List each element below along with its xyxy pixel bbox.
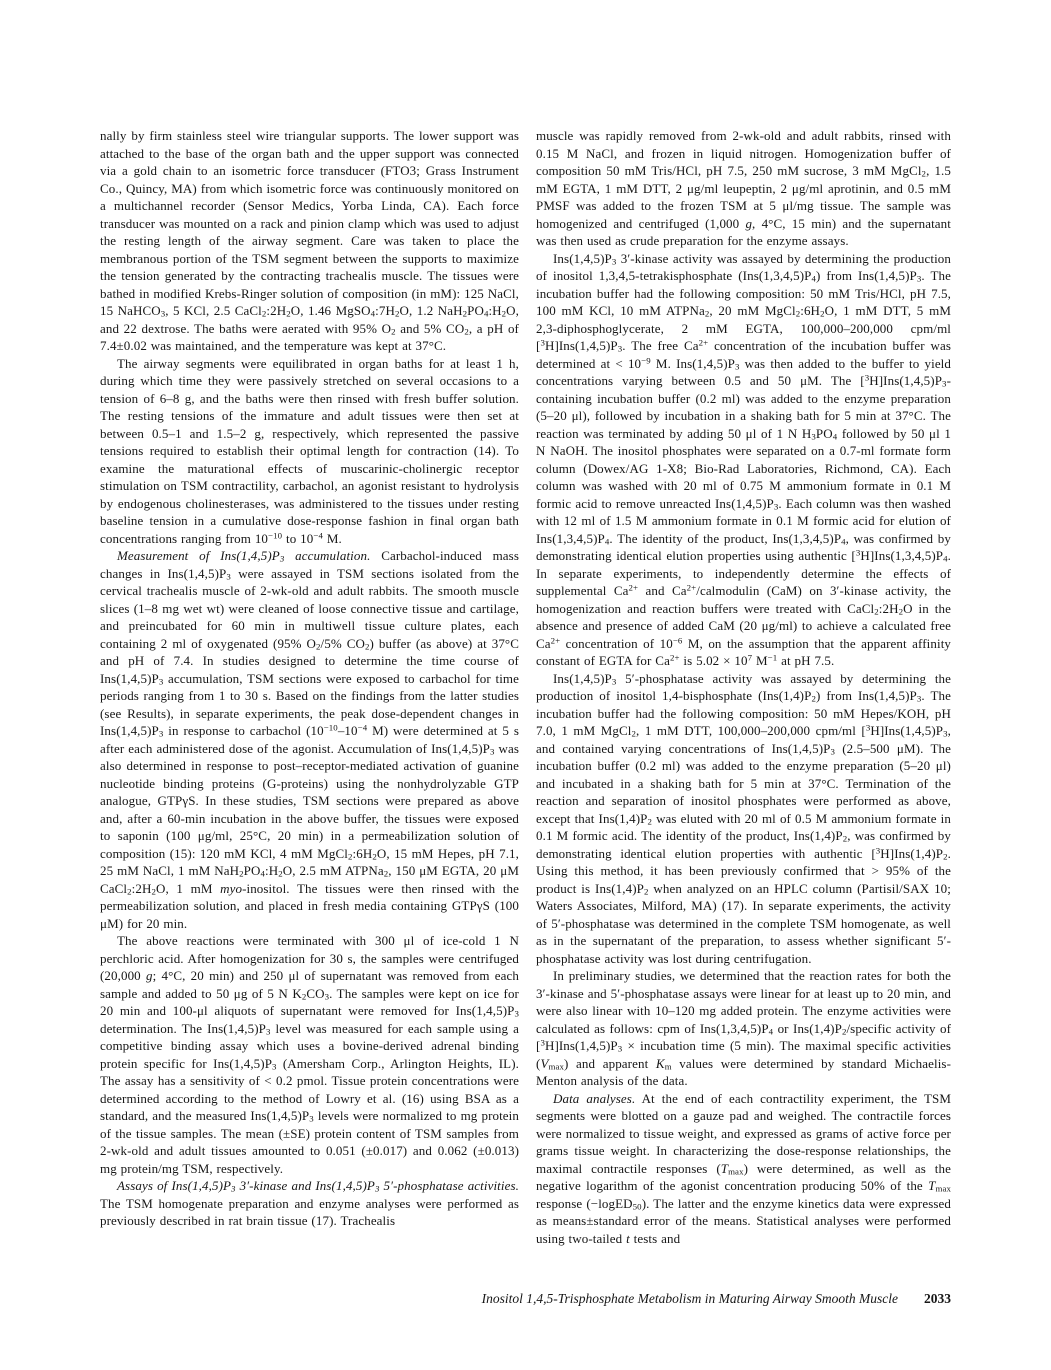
paragraph: Measurement of $Ins(1,4,5)P_3$ accumulation. Carbachol-induced mass changes in $Ins(1,4,5)P_3$ were assayed in TSM sections isolated from the cervical trachealis muscle of 2-wk-old and adult rabbits. The smooth muscle slices (1–8 mg wet wt) were cleaned of loose connective tissue and cartilage, and preincubated for 60 min in multiwell tissue culture plates, each containing 2 ml of oxygenated (95% $O_2/5\%$ $CO_2$) buffer (as above) at 37°C and pH of 7.4. In studies designed to determine the time course of $Ins(1,4,5)P_3$ accumulation, TSM sections were exposed to carbachol for time periods ranging from 1 to 30 s. Based on the findings from the latter studies (see Results), in separate experiments, the peak dose-dependent changes in $Ins(1,4,5)P_3$ in response to carbachol ($10^{-10}-10^{-4}$ M) were determined at 5 s after each administered dose of the agonist. Accumulation of $Ins(1,4,5)P_3$ was also determined in response to post–receptor-mediated activation of guanine nucleotide binding proteins (G-proteins) using the nonhydrolyzable GTP analogue, GTPγS. In these studies, TSM sections were prepared as above and, after a 60-min incubation in the above buffer, the tissues were exposed to saponin (100 μg/ml, 25°C, 20 min) in a permeabilization solution of composition (15): 120 mM KCl, 4 mM $MgCl_2:6H_2O$, 15 mM Hepes, pH 7.1, 25 mM NaCl, 1 mM $NaH_2PO_4:H_2O$, 2.5 mM ATPNa$_2$, 150 μM EGTA, 20 μM $CaCl_2:2H_2O$, 1 mM myo-inositol. The tissues were then rinsed with the permeabilization solution, and placed in fresh media containing GTPγS (100 μM) for 20 min. (100, 548, 520, 931)
paragraph: Data analyses. At the end of each contractility experiment, the TSM segments were blotted on a gauze pad and weighed. The contractile forces were normalized to tissue weight, and expressed as grams of active force per grams tissue weight. In characterizing the dose-response relationships, the maximal contractile responses $(T_{max})$ were determined, as well as the negative logarithm of the agonist concentration producing 50% of the $T_{max}$ response (−logED$_{50}$). The latter and the enzyme kinetics data were expressed as means±standard error of the means. Statistical analyses were performed using two-tailed t tests and (536, 1090, 952, 1246)
right-column (536, 127, 951, 1247)
paragraph: The above reactions were terminated with 300 μl of ice-cold 1 N perchloric acid. After homogenization for 30 s, the samples were centrifuged (20,000 g; 4°C, 20 min) and 250 μl of supernatant was removed from each sample and added to 50 μg of 5 N $K_2CO_3$. The samples were kept on ice for 20 min and 100-μl aliquots of supernatant were removed for $Ins(1,4,5)P_3$ determination. The $Ins(1,4,5)P_3$ level was measured for each sample using a competitive binding assay which uses a bovine-derived adrenal binding protein specific for $Ins(1,4,5)P_3$ (Amersham Corp., Arlington Heights, IL). The assay has a sensitivity of < 0.2 pmol. Tissue protein concentrations were determined according to the method of Lowry et al. (16) using BSA as a standard, and the measured $Ins(1,4,5)P_3$ levels were normalized to mg protein of the tissue samples. The mean (±SE) protein content of TSM samples from 2-wk-old and adult tissues amounted to 0.051 (±0.017) and 0.062 (±0.013) mg protein/mg TSM, respectively. (100, 933, 520, 1176)
paragraph: nally by firm stainless steel wire triangular supports. The lower support was attached to the base of the organ bath and the upper support was connected via a gold chain to an isometric force transducer (FTO3; Grass Instrument Co., Quincy, MA) from which isometric force was continuously monitored on a multichannel recorder (Sensor Medics, Yorba Linda, CA). Each force transducer was mounted on a rack and pinion clamp which was used to adjust the resting length of the airway segment. Care was taken to place the membranous portion of the TSM segment between the supports to maximize the tension generated by the contracting trachealis muscle. The tissues were bathed in modified Krebs-Ringer solution of composition (in mM): 125 NaCl, 15 NaHCO$_3$, 5 KCl, 2.5 $CaCl_2:2H_2O$, 1.46 $MgSO_4:7H_2O$, 1.2 $NaH_2PO_4:H_2O$, and 22 dextrose. The baths were aerated with 95% $O_2$ and 5% $CO_2$, a pH of 7.4±0.02 was maintained, and the temperature was kept at 37°C. (100, 128, 520, 353)
left-column (100, 127, 519, 1230)
paragraph: In preliminary studies, we determined that the reaction rates for both the 3′-kinase and 5′-phosphatase assays were linear for at least up to 20 min, and were also linear with 10–120 mg added protein. The enzyme activities were calculated as follows: cpm of $Ins(1,3,4,5)P_4$ or $Ins(1,4)P_2$/specific activity of $[^3H]Ins(1,4,5)P_3$ × incubation time (5 min). The maximal specific activities $(V_{max})$ and apparent $K_m$ values were determined by standard Michaelis-Menton analysis of the data. (536, 968, 952, 1088)
paragraph: $Ins(1,4,5)P_3$ 3′-kinase activity was assayed by determining the production of inositol 1,3,4,5-tetrakisphosphate $(Ins(1,3,4,5)P_4)$ from $Ins(1,4,5)P_3$. The incubation buffer had the following composition: 50 mM Tris/HCl, pH 7.5, 100 mM KCl, 10 mM ATPNa$_2$, 20 mM $MgCl_2:6H_2O$, 1 mM DTT, 5 mM 2,3-diphosphoglycerate, 2 mM EGTA, 100,000–200,000 cpm/ml $[^3H]Ins(1,4,5)P_3$. The free $Ca^{2+}$ concentration of the incubation buffer was determined at < $10^{-9}$ M. $Ins(1,4,5)P_3$ was then added to the buffer to yield concentrations varying between 0.5 and 50 μM. The $[^3H]Ins(1,4,5)P_3$-containing incubation buffer (0.2 ml) was added to the enzyme preparation (5–20 μl), followed by incubation in a shaking bath for 5 min at 37°C. The reaction was terminated by adding 50 μl of 1 N $H_3PO_4$ followed by 50 μl 1 N NaOH. The inositol phosphates were separated on a 0.7-ml formate form column (Dowex/AG 1-X8; Bio-Rad Laboratories, Richmond, CA). Each column was washed with 20 ml of 0.75 M ammonium formate in 0.1 M formic acid to remove unreacted $Ins(1,4,5)P_3$. Each column was then washed with 12 ml of 1.5 M ammonium formate in 0.1 M formic acid for elution of $Ins(1,3,4,5)P_4$. The identity of the product, $Ins(1,3,4,5)P_4$, was confirmed by demonstrating identical elution properties using authentic $[^3H]Ins(1,3,4,5)P_4$. In separate experiments, to independently determine the effects of supplemental $Ca^{2+}$ and $Ca^{2+}$/calmodulin (CaM) on 3′-kinase activity, the homogenization and reaction buffers were treated with $CaCl_2:2H_2O$ in the absence and presence of added CaM (20 μg/ml) to achieve a calculated free $Ca^{2+}$ concentration of $10^{-6}$ M, on the assumption that the apparent affinity constant of EGTA for $Ca^{2+}$ is $5.02 \times 10^7$ $M^{-1}$ at pH 7.5. (536, 250, 952, 668)
page-footer (100, 1291, 951, 1307)
footer-page-number: 2033 (924, 1291, 951, 1306)
paragraph: Assays of $Ins(1,4,5)P_3$ 3′-kinase and $Ins(1,4,5)P_3$ 5′-phosphatase activities. The TSM homogenate preparation and enzyme analyses were performed as previously described in rat brain tissue (17). Trachealis (100, 1178, 519, 1228)
footer-running-title: Inositol 1,4,5-Trisphosphate Metabolism in Maturing Airway Smooth Muscle (481, 1291, 898, 1306)
paragraph: muscle was rapidly removed from 2-wk-old and adult rabbits, rinsed with 0.15 M NaCl, and frozen in liquid nitrogen. Homogenization buffer of composition 50 mM Tris/HCl, pH 7.5, 250 mM sucrose, 3 mM MgCl$_2$, 1.5 mM EGTA, 1 mM DTT, 2 μg/ml leupeptin, 2 μg/ml aprotinin, and 0.5 mM PMSF was added to the frozen TSM at 5 μl/mg tissue. The sample was homogenized and centrifuged (1,000 g, 4°C, 15 min) and the supernatant was then used as crude preparation for the enzyme assays. (536, 128, 952, 248)
paragraph: The airway segments were equilibrated in organ baths for at least 1 h, during which time they were passively stretched on several occasions to a tension of 6–8 g, and the baths were then rinsed with fresh buffer solution. The resting tensions of the immature and adult tissues were then set at between 0.5–1 and 1.5–2 g, respectively, which represented the passive tensions required to establish their optimal length for contraction (14). To examine the maturational effects of muscarinic-cholinergic receptor stimulation on TSM contractility, carbachol, an agonist resistant to hydrolysis by endogenous cholinesterases, was administered to the tissues under resting baseline tension in a cumulative dose-response fashion in final organ bath concentrations ranging from $10^{-10}$ to $10^{-4}$ M. (100, 355, 519, 546)
paragraph: $Ins(1,4,5)P_3$ 5′-phosphatase activity was assayed by determining the production of inositol 1,4-bisphosphate $(Ins(1,4)P_2)$ from $Ins(1,4,5)P_3$. The incubation buffer had the following composition: 50 mM Hepes/KOH, pH 7.0, 1 mM MgCl$_2$, 1 mM DTT, 100,000–200,000 cpm/ml $[^3H]Ins(1,4,5)P_3$, and contained varying concentrations of $Ins(1,4,5)P_3$ (2.5–500 μM). The incubation buffer (0.2 ml) was added to the enzyme preparation (5–20 μl) and incubated in a shaking bath for 5 min at 37°C. Termination of the reaction and separation of inositol phosphates were performed as above, except that $Ins(1,4)P_2$ was eluted with 20 ml of 0.5 M ammonium formate in 0.1 M formic acid. The identity of the product, $Ins(1,4)P_2$, was confirmed by demonstrating identical elution properties with authentic $[^3H]Ins(1,4)P_2$. Using this method, it has been previously confirmed that > 95% of the product is $Ins(1,4)P_2$ when analyzed on an HPLC column (Partisil/SAX 10; Waters Associates, Milford, MA) (17). In separate experiments, the activity of 5′-phosphatase was determined in the complete TSM homogenate, as well as in the supernatant of the preparation, to assess whether significant 5′-phosphatase activity was lost during centrifugation. (536, 670, 951, 966)
